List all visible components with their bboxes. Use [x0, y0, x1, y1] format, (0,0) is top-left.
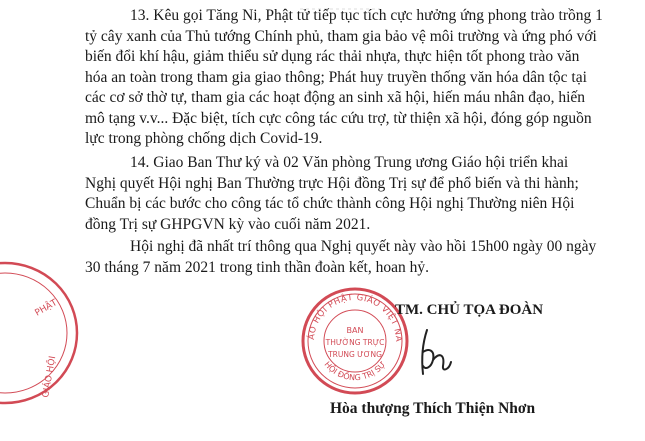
seal-center-line: THƯỜNG TRỰC — [325, 338, 385, 347]
signer-name: Hòa thượng Thích Thiện Nhơn — [330, 400, 536, 417]
svg-text:HỘI ĐỒNG TRỊ SỰ — [323, 360, 388, 383]
signature-title: TM. CHỦ TỌA ĐOÀN — [395, 302, 544, 318]
paragraph-14 — [85, 153, 579, 235]
seal-ring-text: ÁO HỘI PHẬT GIÁO VIỆT NA — [306, 292, 404, 343]
text-line: tỷ cây xanh của Thủ tướng Chính phủ, tham gia bảo vệ môi trường và ứng phó với — [85, 27, 597, 45]
svg-text:PHẬT: PHẬT — [33, 298, 60, 319]
handwritten-signature — [405, 322, 465, 382]
seal-bottom-text: HỘI ĐỒNG TRỊ SỰ — [322, 359, 388, 383]
svg-text:GIÁO HỘI: GIÁO HỘI — [41, 355, 59, 399]
text-line: 13. Kêu gọi Tăng Ni, Phật tử tiếp tục tích cực hưởng ứng phong trào trồng 1 — [130, 7, 603, 24]
text-line: mô tạng v.v... Đặc biệt, tích cực công tác cứu trợ, từ thiện xã hội, đóng góp nguồn — [85, 109, 592, 127]
closing-paragraph — [85, 237, 597, 278]
seal-center-line: TRUNG ƯƠNG — [328, 350, 382, 359]
official-seal — [300, 283, 410, 398]
paragraph-13 — [85, 6, 603, 150]
text-line: lực trong phòng chống dịch Covid-19. — [85, 130, 323, 147]
text-line: biến đổi khí hậu, giảm thiểu sử dụng rác thải nhựa, thực hiện tốt phong trào văn — [85, 48, 580, 65]
text-line: 14. Giao Ban Thư ký và 02 Văn phòng Trung ương Giáo hội triển khai — [130, 154, 569, 171]
text-line: đồng Trị sự GHPGVN kỳ vào cuối năm 2021. — [85, 215, 371, 233]
text-line: Hội nghị đã nhất trí thông qua Nghị quyết này vào hồi 15h00 ngày 00 ngày — [130, 238, 597, 255]
text-line: các cơ sở thờ tự, tham gia các hoạt động an sinh xã hội, hiến máu nhân đạo, hiến — [85, 89, 586, 106]
text-line: Nghị quyết Hội nghị Ban Thường trực Hội đồng Trị sự để phổ biến và thi hành; — [85, 174, 579, 192]
text-line: 30 tháng 7 năm 2021 trong tinh thần đoàn kết, hoan hỷ. — [85, 258, 429, 276]
text-line: Chuẩn bị các bước cho công tác tổ chức thành công Hội nghị Thường niên Hội — [85, 195, 575, 212]
seal-center-line: BAN — [346, 326, 364, 335]
text-line: hóa an toàn trong tham gia giao thông; Phát huy truyền thống văn hóa dân tộc tại — [85, 68, 587, 86]
page-seal-partial — [0, 258, 60, 408]
